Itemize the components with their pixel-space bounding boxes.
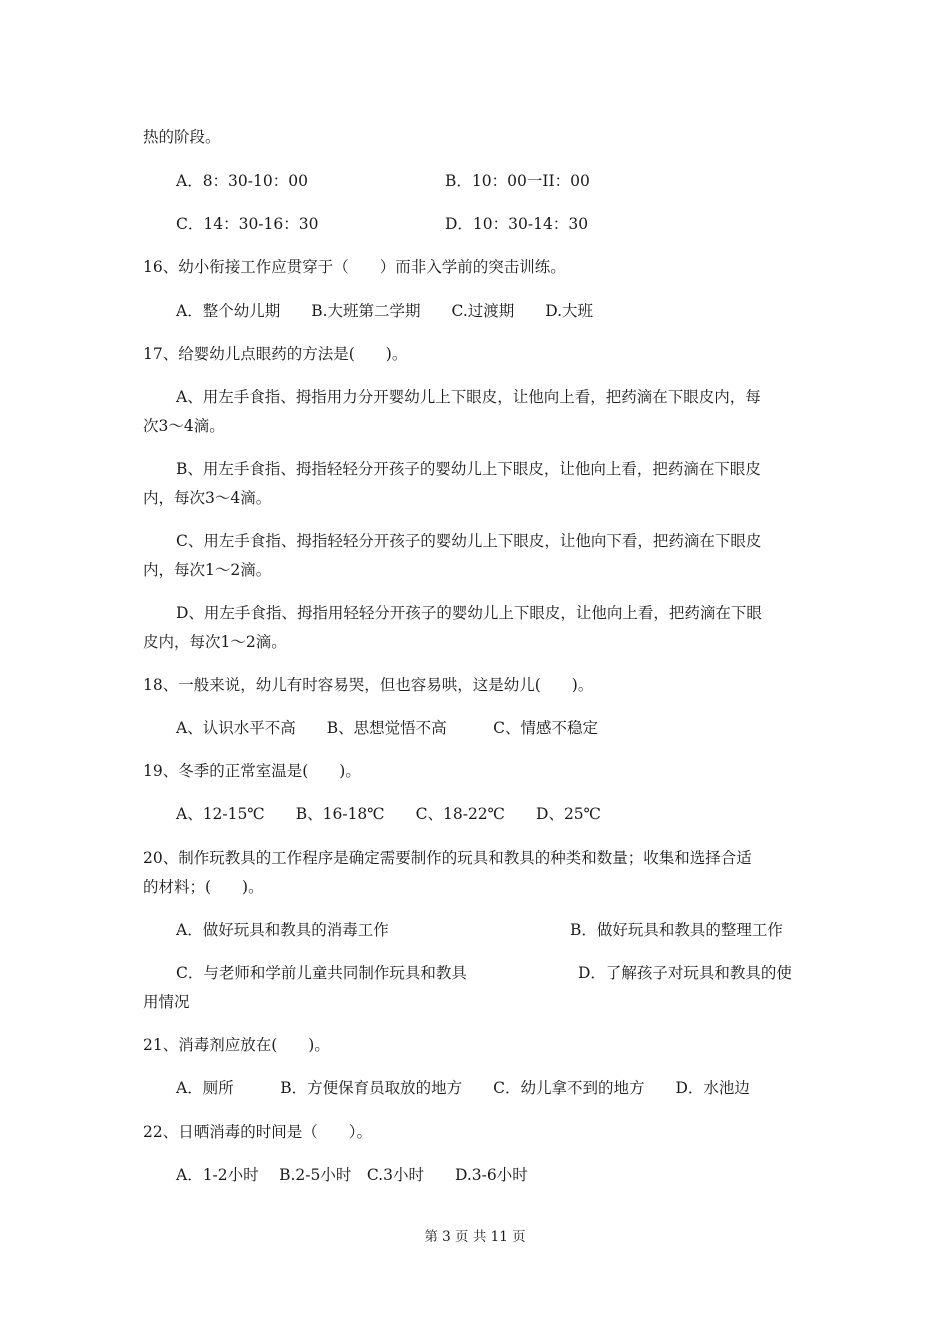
q19-options: A、12-15℃ B、16-18℃ C、18-22℃ D、25℃	[176, 805, 602, 823]
q15-option-d: D．10：30-14：30	[445, 215, 589, 233]
q16-options: A．整个幼儿期 B.大班第二学期 C.过渡期 D.大班	[176, 302, 594, 320]
q20-stem-line1: 20、制作玩教具的工作程序是确定需要制作的玩具和教具的种类和数量；收集和选择合适	[143, 849, 752, 867]
q20-option-d: D．了解孩子对玩具和教具的使	[578, 964, 792, 982]
q21-stem: 21、消毒剂应放在( )。	[143, 1036, 330, 1054]
q17-option-d-line1: D、用左手食指、拇指用轻轻分开孩子的婴幼儿上下眼皮，让他向上看，把药滴在下眼	[176, 604, 762, 622]
q15-option-a: A．8：30-10：00	[176, 172, 308, 190]
q17-option-b-line1: B、用左手食指、拇指轻轻分开孩子的婴幼儿上下眼皮，让他向上看，把药滴在下眼皮	[176, 460, 761, 478]
q15-option-c: C．14：30-16：30	[176, 215, 319, 233]
q17-option-b-line2: 内，每次3～4滴。	[143, 489, 272, 507]
q15-option-b: B．10：00一II：00	[445, 172, 590, 190]
q21-options: A．厕所 B．方便保育员取放的地方 C．幼儿拿不到的地方 D．水池边	[176, 1079, 750, 1097]
q22-options: A．1-2小时 B.2-5小时 C.3小时 D.3-6小时	[176, 1166, 528, 1184]
q16-stem: 16、幼小衔接工作应贯穿于（ ）而非入学前的突击训练。	[143, 258, 566, 276]
q18-stem: 18、一般来说，幼儿有时容易哭，但也容易哄，这是幼儿( )。	[143, 676, 594, 694]
q22-stem: 22、日晒消毒的时间是（ ）。	[143, 1123, 372, 1141]
q17-option-c-line2: 内，每次1～2滴。	[143, 561, 272, 579]
q17-option-c-line1: C、用左手食指、拇指轻轻分开孩子的婴幼儿上下眼皮，让他向下看，把药滴在下眼皮	[176, 532, 762, 550]
q20-option-c: C．与老师和学前儿童共同制作玩具和教具	[176, 964, 467, 982]
page-number-footer: 第 3 页 共 11 页	[424, 1229, 526, 1245]
q19-stem: 19、冬季的正常室温是( )。	[143, 762, 361, 780]
q18-options: A、认识水平不高 B、思想觉悟不高 C、情感不稳定	[176, 719, 598, 737]
q17-option-a-line2: 次3～4滴。	[143, 417, 225, 435]
q20-stem-line2: 的材料；( )。	[143, 878, 264, 896]
q17-stem: 17、给婴幼儿点眼药的方法是( )。	[143, 345, 408, 363]
q17-option-a-line1: A、用左手食指、拇指用力分开婴幼儿上下眼皮，让他向上看，把药滴在下眼皮内，每	[176, 388, 761, 406]
q20-option-b: B．做好玩具和教具的整理工作	[570, 921, 783, 939]
q15-stem-continuation: 热的阶段。	[143, 128, 221, 146]
q20-option-a: A．做好玩具和教具的消毒工作	[176, 921, 389, 939]
q17-option-d-line2: 皮内，每次1～2滴。	[143, 633, 287, 651]
q20-option-d-continuation: 用情况	[143, 993, 190, 1011]
